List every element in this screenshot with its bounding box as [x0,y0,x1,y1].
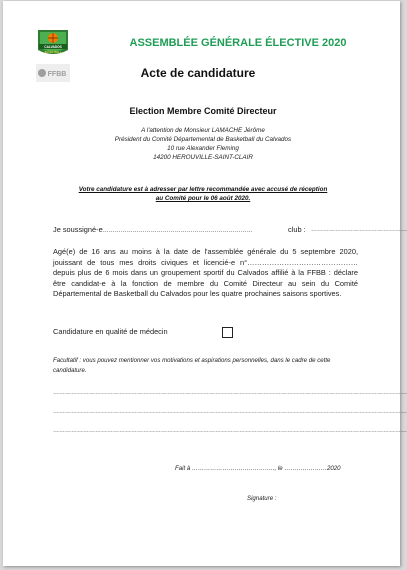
motivation-line-1[interactable]: …………………………………………………………………………………………………………………………………………………………… [53,390,407,396]
doctor-label: Candidature en qualité de médecin [53,327,168,336]
signatory-row [53,225,407,237]
signature-label: Signature : [247,495,277,502]
club-field[interactable]: ………………………………………… [311,227,407,233]
address-line-3: 10 rue Alexander Fleming [167,145,239,152]
address-line-2: Président du Comité Départemental de Basketball du Calvados [114,136,292,143]
declaration-paragraph: Agé(e) de 16 ans au moins à la date de l'assemblée générale du 5 septembre 2020, jouissant de tous mes droits civiques et licencié-e n°……………………………………… depuis plus de 6 mois dans un groupement sportif du Calvados affilié à la FFBB : déclare être candidat-e à la fonction de membre du Comité Directeur au sein du Comité Départemental de Basketball du Calvados pour les quatre prochaines saisons sportives. [53,247,358,298]
address-line-1: A l'attention de Monsieur LAMACHE Jérôme [141,127,265,134]
svg-text:FFBB: FFBB [47,71,67,78]
document-title: Acte de candidature [140,66,256,80]
motivation-line-3[interactable]: …………………………………………………………………………………………………………………………………………………………… [53,428,407,434]
address-line-4: 14200 HEROUVILLE-SAINT-CLAIR [153,154,253,161]
notice-line-1: Votre candidature est à adresser par lettre recommandée avec accusé de réception [78,186,328,193]
svg-text:CALVADOS: CALVADOS [44,45,62,49]
signatory-field[interactable]: ………………………………………………………………… [102,228,253,234]
assembly-title: ASSEMBLÉE GÉNÉRALE ÉLECTIVE 2020 [129,37,347,49]
motivation-line-2[interactable]: …………………………………………………………………………………………………………………………………………………………… [53,409,407,415]
done-at-line[interactable]: Fait à ………………………………….., le …………………2020 [175,465,341,472]
signatory-label: Je soussigné-e [53,225,103,234]
document-page [3,1,407,566]
comite-logo [36,28,70,84]
election-title: Election Membre Comité Directeur [129,106,277,116]
optional-note: Facultatif : vous pouvez mentionner vos motivations et aspirations personnelles, dans le cadre de cette candidature. [53,357,331,374]
svg-text:BASKETBALL: BASKETBALL [44,51,62,54]
notice-line-2: au Comité pour le 06 août 2020. [155,195,251,202]
club-label: club : [288,225,306,234]
doctor-checkbox[interactable] [222,327,233,338]
